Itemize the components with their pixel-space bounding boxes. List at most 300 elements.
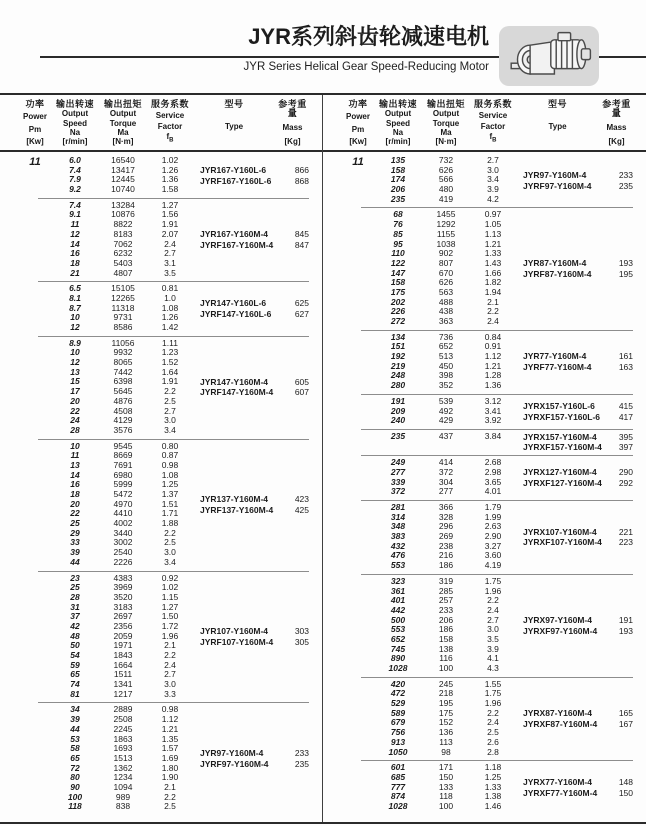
type-row [200,749,309,759]
speed-column [375,503,421,571]
spec-group [18,198,309,282]
type-row [523,708,633,718]
torque-value: 1362 [113,762,133,773]
col-header-line: Power [22,112,47,122]
torque-value: 736 [438,331,454,342]
torque-value: 328 [438,511,454,522]
factor-value: 3.9 [487,184,499,195]
factor-value: 1.21 [484,238,502,249]
speed-value: 1050 [388,746,408,757]
col-header-line: Mass [606,123,627,132]
factor-value: 3.27 [484,540,502,551]
speed-value: 679 [390,717,406,728]
speed-column [375,210,421,326]
col-header-line: Factor [157,121,183,131]
torque-value: 732 [438,155,454,165]
col-header-line: 功率 [348,99,368,109]
torque-value: 4383 [113,572,133,583]
factor-value: 3.5 [164,267,176,278]
factor-value: 1.64 [161,366,179,377]
torque-value: 1693 [113,743,133,754]
power-column [341,577,375,674]
type-row [200,377,309,387]
type-value: JYRXF107-Y160M-4 [523,537,602,548]
torque-column [421,397,471,426]
col-header-line: 输出转速 [378,99,417,109]
mass-value: 163 [618,362,633,373]
mass-value: 625 [294,298,309,309]
torque-value: 6980 [113,469,133,480]
table-body-right [323,152,646,822]
torque-value: 238 [438,540,454,551]
col-header-torque [98,100,148,146]
torque-value: 4508 [113,405,133,416]
mass-value: 415 [618,401,633,411]
col-header-speed [375,100,421,146]
power-value: 11 [29,156,41,168]
speed-value: 401 [390,595,406,606]
factor-column [471,432,515,452]
col-header-line: Speed [62,118,87,128]
type-value: JYRF77-Y160M-4 [523,362,592,373]
factor-value: 3.4 [487,174,499,185]
speed-column [375,680,421,758]
factor-value: 1.27 [161,199,179,210]
factor-column [471,577,515,674]
torque-column [421,763,471,811]
factor-value: 2.4 [487,604,499,615]
speed-column [375,333,421,391]
power-column [18,705,52,812]
type-row [200,759,309,769]
speed-value: 20 [70,395,80,406]
type-row [523,401,633,411]
speed-value: 7.9 [69,174,81,185]
power-column [341,333,375,391]
col-header-line: [Kw] [26,136,44,146]
torque-value: 2226 [113,556,133,567]
factor-value: 1.46 [484,800,502,811]
factor-value: 1.90 [161,772,179,783]
type-row [523,432,633,442]
factor-value: 2.2 [164,791,176,802]
factor-value: 0.91 [484,341,502,352]
torque-value: 902 [438,248,454,259]
mass-value: 235 [294,759,309,770]
factor-value: 1.75 [484,575,502,586]
speed-value: 22 [70,405,80,416]
power-column [18,284,52,332]
col-header-line: Output [61,109,89,119]
torque-value: 2697 [113,611,133,622]
spec-table-left [0,95,323,822]
factor-value: 2.2 [487,306,499,317]
speed-value: 745 [390,643,406,654]
torque-column [421,503,471,571]
speed-value: 33 [70,537,80,548]
power-column [341,156,375,204]
type-row [200,229,309,239]
factor-value: 1.15 [161,591,179,602]
factor-value: 3.5 [487,633,499,644]
factor-value: 1.37 [161,489,179,499]
col-header-line: Type [548,122,567,131]
col-header-line: [N·m] [112,137,134,146]
torque-value: 118 [439,791,453,802]
type-row [523,170,633,180]
type-value: JYRX127-Y160M-4 [523,467,597,478]
factor-value: 1.51 [161,498,179,509]
torque-value: 5645 [113,386,133,397]
torque-value: 3002 [113,537,133,548]
torque-column [98,284,148,332]
spec-group [341,330,633,394]
factor-value: 1.23 [161,347,179,358]
col-header-factor [148,100,192,146]
factor-value: 2.2 [164,386,176,397]
torque-value: 807 [438,257,454,268]
factor-column [148,156,192,195]
power-column [341,432,375,452]
torque-value: 539 [438,395,454,406]
factor-value: 1.57 [161,743,179,754]
torque-value: 245 [438,678,454,689]
spec-tables [0,93,646,824]
factor-value: 2.2 [487,595,499,606]
torque-value: 100 [438,663,454,673]
type-row [523,788,633,798]
torque-value: 652 [438,341,454,352]
speed-value: 235 [390,193,406,204]
speed-value: 37 [70,611,80,622]
speed-value: 1028 [388,800,408,811]
factor-value: 1.33 [484,781,502,792]
speed-value: 95 [393,238,403,249]
speed-value: 12 [70,228,80,239]
mass-value: 193 [618,625,633,636]
factor-value: 1.91 [161,219,179,230]
type-value: JYR167-Y160M-4 [200,229,269,240]
speed-value: 209 [390,405,406,416]
col-header-line: 型号 [224,99,244,109]
factor-column [148,339,192,436]
power-column [341,210,375,326]
type-value: JYRF147-Y160L-6 [200,308,272,319]
type-value: JYRXF97-Y160M-4 [523,625,598,636]
speed-value: 53 [70,733,80,744]
col-header-line: 服务系数 [150,99,189,109]
factor-value: 2.07 [161,228,179,239]
torque-value: 8586 [113,322,133,332]
torque-value: 15105 [111,283,135,294]
speed-value: 652 [390,633,406,644]
factor-value: 2.1 [164,781,176,792]
factor-value: 1.88 [161,518,179,529]
factor-value: 4.1 [487,653,499,664]
factor-column [471,763,515,811]
speed-value: 890 [390,653,406,664]
type-value: JYRX97-Y160M-4 [523,614,592,625]
mass-value: 161 [618,351,633,362]
speed-column [375,458,421,497]
type-value: JYRF167-Y160M-4 [200,239,274,250]
type-value: JYRF167-Y160L-6 [200,175,272,186]
type-row [523,362,633,372]
speed-column [52,284,98,332]
torque-value: 10740 [111,184,135,195]
speed-column [375,156,421,204]
mass-value: 397 [618,442,633,453]
col-header-line: Pm [28,124,42,134]
torque-value: 13284 [111,199,135,210]
col-header-line: Speed [385,118,410,128]
type-value: JYRX157-Y160M-4 [523,431,597,442]
factor-value: 2.90 [484,531,502,542]
factor-value: 1.28 [484,370,502,381]
col-header-line: [Kg] [608,137,625,146]
speed-value: 20 [70,498,80,509]
torque-value: 8669 [113,450,133,461]
torque-value: 366 [438,502,454,512]
speed-value: 249 [390,457,406,468]
factor-column [148,284,192,332]
torque-value: 16540 [111,155,135,165]
torque-value: 3969 [113,582,133,593]
col-header-line: Type [224,122,244,131]
type-value: JYRX87-Y160M-4 [523,708,592,719]
speed-value: 10 [70,312,80,323]
torque-value: 1217 [113,688,133,699]
col-header-line: Na [392,127,404,137]
spec-group [341,760,633,814]
factor-value: 1.42 [161,322,179,332]
torque-value: 352 [438,380,454,391]
type-value: JYRXF87-Y160M-4 [523,718,598,729]
speed-value: 174 [390,174,406,185]
torque-value: 150 [438,771,454,782]
type-row [200,165,309,175]
spec-group [341,207,633,329]
torque-value: 2245 [113,723,133,734]
torque-value: 4002 [113,518,133,529]
mass-value: 305 [294,636,309,647]
spec-group [341,429,633,455]
factor-value: 1.36 [161,174,179,185]
torque-value: 2508 [113,714,133,725]
col-header-line: Pm [351,124,365,134]
factor-value: 0.87 [161,450,179,461]
speed-value: 80 [70,772,80,783]
mass-value: 290 [618,467,633,478]
speed-column [52,705,98,812]
torque-value: 4876 [113,395,133,406]
torque-value: 1971 [113,640,133,651]
column-headers-right [323,95,646,152]
mass-value: 847 [294,239,309,250]
speed-value: 442 [390,604,406,615]
torque-value: 372 [438,466,454,477]
factor-value: 1.21 [484,360,502,371]
torque-value: 11056 [111,337,135,348]
type-mass-block [515,763,633,811]
torque-value: 296 [438,521,454,532]
factor-value: 3.9 [487,643,499,654]
col-header-line: 输出扭矩 [103,99,142,109]
speed-value: 323 [390,575,406,586]
torque-value: 277 [438,486,454,497]
col-header-line: Output [432,109,460,119]
torque-value: 98 [441,746,451,757]
mass-value: 235 [618,180,633,191]
torque-value: 304 [438,476,454,487]
speed-value: 339 [390,476,406,487]
torque-value: 2059 [113,630,133,641]
col-header-line: Torque [109,118,137,128]
factor-value: 4.19 [484,560,502,571]
torque-value: 4807 [113,267,133,278]
col-header-line: Torque [432,118,460,128]
factor-value: 1.52 [161,357,179,368]
mass-value: 845 [294,229,309,240]
speed-value: 281 [390,502,406,512]
speed-value: 756 [390,727,406,738]
factor-value: 1.96 [161,630,179,641]
spec-group [18,571,309,703]
speed-value: 100 [67,791,83,802]
speed-value: 90 [70,781,80,792]
mass-value: 395 [618,431,633,442]
spec-table-right [323,95,646,822]
type-value: JYR97-Y160M-4 [523,169,587,180]
table-body-left [0,152,322,822]
torque-value: 8183 [113,228,133,239]
factor-value: 2.5 [164,801,176,812]
torque-value: 218 [438,688,454,699]
power-column [18,442,52,568]
factor-value: 0.80 [161,440,179,451]
speed-value: 44 [70,723,80,734]
speed-column [52,201,98,279]
speed-value: 361 [390,585,406,596]
torque-value: 6232 [113,248,133,259]
page-title: JYR系列斜齿轮减速电机 [248,24,489,49]
type-mass-block [515,397,633,426]
col-header-line: 型号 [547,99,567,109]
torque-value: 1292 [436,219,456,230]
torque-value: 1455 [436,209,456,220]
speed-value: 135 [390,155,406,165]
speed-value: 58 [70,743,80,754]
speed-value: 34 [70,704,80,715]
factor-value: 1.12 [484,351,502,362]
torque-column [421,432,471,452]
speed-value: 25 [70,518,80,529]
speed-column [52,574,98,700]
type-row [200,388,309,398]
torque-value: 480 [438,184,454,195]
torque-value: 5403 [113,257,133,268]
type-mass-block [192,339,309,436]
speed-value: 14 [70,238,80,249]
speed-value: 913 [390,736,406,747]
speed-value: 235 [390,430,406,441]
power-column [341,397,375,426]
torque-value: 319 [438,575,454,586]
type-value: JYRF97-Y160M-4 [200,759,269,770]
mass-value: 292 [618,477,633,488]
factor-value: 2.7 [164,669,176,680]
type-row [200,637,309,647]
factor-value: 1.99 [484,511,502,522]
speed-column [375,577,421,674]
power-column [341,503,375,571]
speed-value: 68 [393,209,403,220]
speed-value: 476 [390,550,406,561]
speed-value: 432 [390,540,406,551]
factor-value: 2.6 [487,736,499,747]
torque-column [421,577,471,674]
speed-value: 22 [70,508,80,519]
factor-value: 2.2 [164,527,176,538]
torque-value: 513 [438,351,454,362]
factor-value: 1.94 [484,286,502,297]
power-column [341,458,375,497]
factor-value: 1.69 [161,752,179,763]
torque-column [421,458,471,497]
type-value: JYRX107-Y160M-4 [523,526,597,537]
torque-value: 152 [438,717,454,728]
type-row [523,467,633,477]
torque-value: 10876 [111,209,135,220]
col-header-line: Output [384,109,412,119]
mass-value: 165 [618,708,633,719]
torque-value: 488 [438,296,454,307]
torque-value: 838 [115,801,131,812]
speed-value: 12 [70,322,80,332]
speed-value: 29 [70,527,80,538]
speed-column [52,156,98,195]
torque-value: 195 [438,698,454,709]
type-value: JYRX157-Y160L-6 [523,401,595,411]
factor-value: 2.4 [164,659,176,670]
factor-value: 2.5 [164,537,176,548]
factor-value: 3.0 [164,679,176,690]
col-header-line: 输出扭矩 [426,99,465,109]
factor-value: 0.84 [484,331,502,342]
factor-value: 0.97 [484,209,502,220]
col-header-line: [r/min] [62,137,88,146]
torque-value: 429 [438,415,454,426]
mass-value: 605 [294,376,309,387]
torque-value: 1843 [113,650,133,660]
mass-value: 417 [618,411,633,422]
factor-value: 3.41 [484,405,502,416]
torque-value: 5472 [113,489,133,499]
power-column [341,763,375,811]
column-headers-left [0,95,322,152]
speed-value: 17 [70,386,80,397]
speed-value: 9.2 [69,184,81,195]
col-header-line: $f_B$ [166,132,174,144]
speed-value: 589 [390,707,406,718]
factor-value: 2.4 [487,717,499,728]
factor-column [471,503,515,571]
factor-value: 2.7 [164,405,176,416]
page-header [0,0,646,93]
torque-value: 171 [438,762,454,773]
factor-value: 1.05 [484,219,502,230]
speed-value: 280 [390,380,406,391]
